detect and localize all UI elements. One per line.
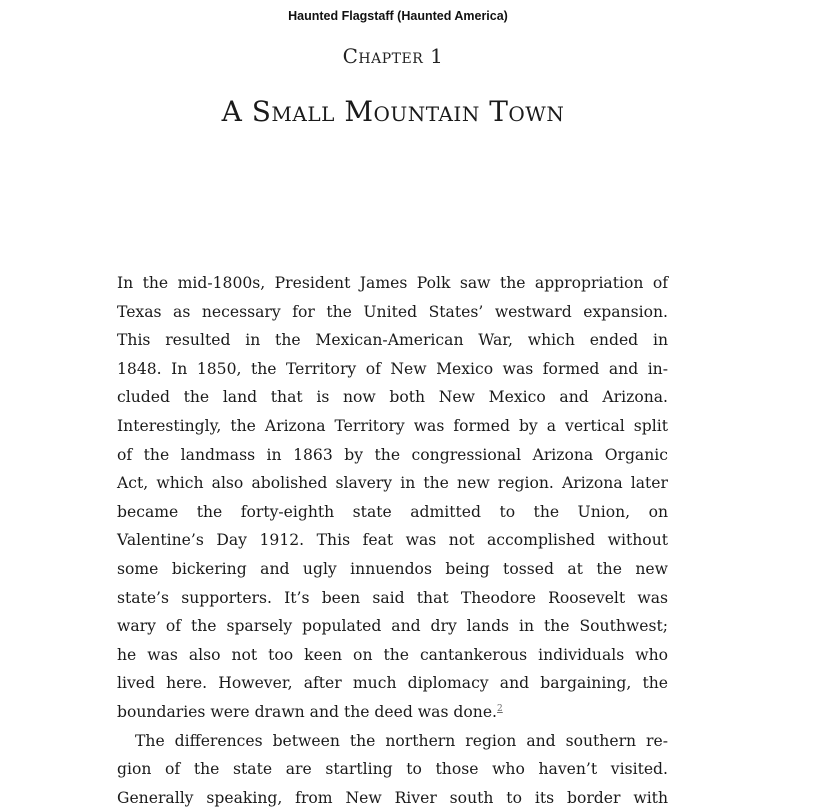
paragraph-1: [117, 269, 668, 727]
text-line: Interestingly, the Arizona Territory was formed by a vertical split: [117, 412, 668, 441]
text-line: 1848. In 1850, the Territory of New Mexico was formed and in-: [117, 355, 668, 384]
text-line-content: boundaries were drawn and the deed was done.: [117, 703, 497, 721]
text-line-last: [117, 698, 668, 727]
paragraph-2: [117, 727, 668, 812]
footnote-link[interactable]: 2: [497, 704, 503, 714]
text-line: some bickering and ugly innuendos being tossed at the new: [117, 555, 668, 584]
text-line: state’s supporters. It’s been said that Theodore Roosevelt was: [117, 584, 668, 613]
text-line: Act, which also abolished slavery in the new region. Arizona later: [117, 469, 668, 498]
text-line: Texas as necessary for the United States’ westward expansion.: [117, 298, 668, 327]
text-line: lived here. However, after much diplomacy and bargaining, the: [117, 669, 668, 698]
text-line: Valentine’s Day 1912. This feat was not accomplished without: [117, 526, 668, 555]
text-line: The differences between the northern region and southern re-: [117, 727, 668, 756]
text-line: became the forty-eighth state admitted to the Union, on: [117, 498, 668, 527]
text-line: he was also not too keen on the cantankerous individuals who: [117, 641, 668, 670]
chapter-number: Chapter 1: [0, 44, 786, 68]
text-line: In the mid-1800s, President James Polk saw the appropriation of: [117, 269, 668, 298]
text-line: This resulted in the Mexican-American War, which ended in: [117, 326, 668, 355]
text-line: gion of the state are startling to those who haven’t visited.: [117, 755, 668, 784]
running-head: Haunted Flagstaff (Haunted America): [0, 9, 796, 23]
body-text: [117, 269, 668, 812]
text-line: wary of the sparsely populated and dry lands in the Southwest;: [117, 612, 668, 641]
text-line: of the landmass in 1863 by the congressional Arizona Organic: [117, 441, 668, 470]
chapter-title: A Small Mountain Town: [0, 95, 786, 128]
text-line: Generally speaking, from New River south to its border with: [117, 784, 668, 812]
text-line: cluded the land that is now both New Mexico and Arizona.: [117, 383, 668, 412]
